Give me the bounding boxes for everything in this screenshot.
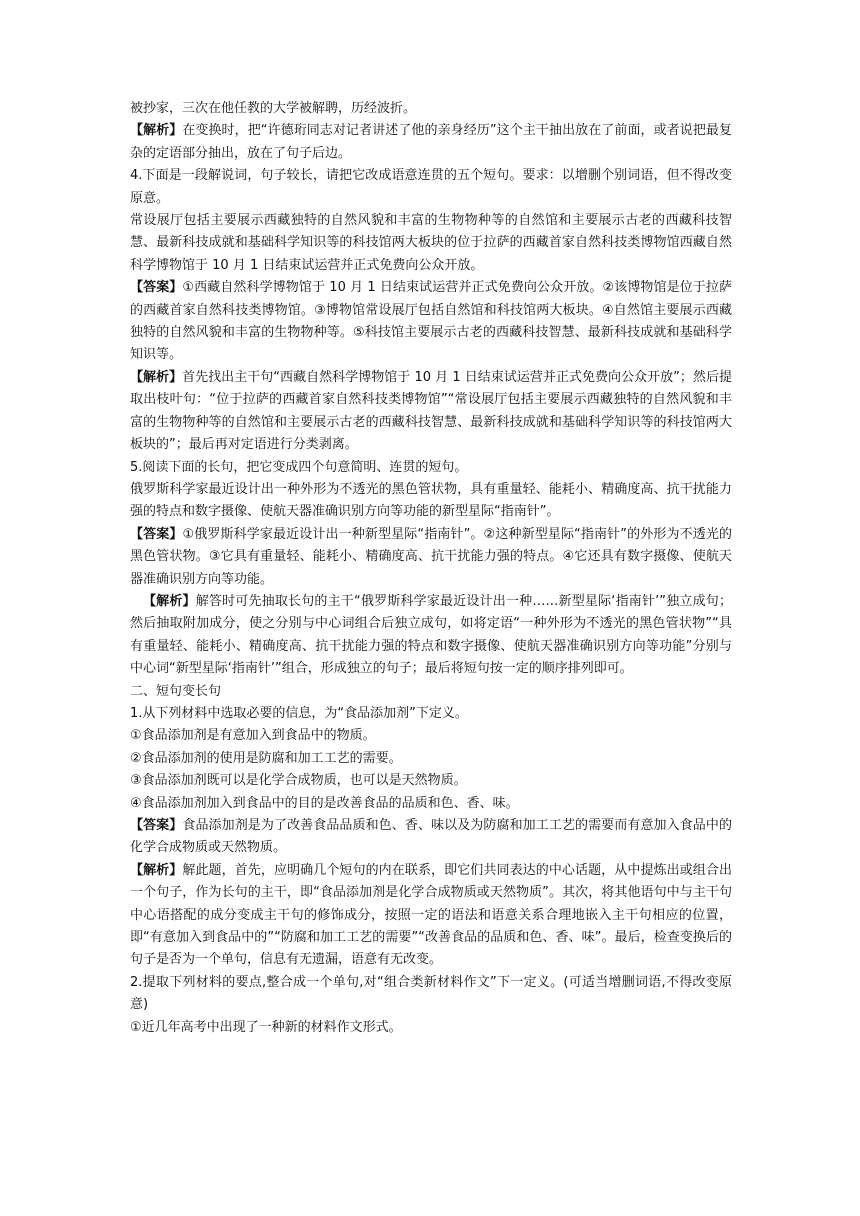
analysis-label: 【解析】 bbox=[130, 369, 183, 385]
paragraph-text: ①近几年高考中出现了一种新的材料作文形式。 bbox=[130, 1019, 402, 1035]
question-4 bbox=[130, 165, 732, 210]
question-5 bbox=[130, 457, 732, 479]
answer-paragraph bbox=[130, 815, 732, 860]
paragraph bbox=[130, 98, 732, 120]
paragraph-text: 食品添加剂是为了改善食品品质和色、香、味以及为防腐和加工工艺的需要而有意加入食品中的化学合成物质或天然物质。 bbox=[130, 818, 732, 856]
paragraph-text: 解此题，首先，应明确几个短句的内在联系，即它们共同表达的中心话题，从中提炼出或组合出一个句子，作为长句的主干，即“食品添加剂是化学合成物质或天然物质”。其次，将其他语句中与主干句中心语搭配的成分变成主干句的修饰成分，按照一定的语法和语意关系合理地嵌入主干句相应的位置，即“有意加入到食品中的”“防腐和加工工艺的需要”“改善食品的品质和色、香、味”。最后，检查变换后的句子是否为一个单句，信息有无遗漏，语意有无改变。 bbox=[130, 862, 732, 968]
analysis-label: 【解析】 bbox=[130, 862, 183, 878]
analysis-label: 【解析】 bbox=[143, 593, 196, 609]
paragraph-text: 1.从下列材料中选取必要的信息，为“食品添加剂”下定义。 bbox=[130, 705, 468, 721]
paragraph-text: ②食品添加剂的使用是防腐和加工工艺的需要。 bbox=[130, 750, 402, 766]
answer-label: 【答案】 bbox=[130, 280, 183, 296]
paragraph-text: 在变换时，把“许德珩同志对记者讲述了他的亲身经历”这个主干抽出放在了前面，或者说把最复杂的定语部分抽出，放在了句子后边。 bbox=[130, 123, 732, 161]
paragraph-text: 常设展厅包括主要展示西藏独特的自然风貌和丰富的生物物种等的自然馆和主要展示古老的西藏科技智慧、最新科技成就和基础科学知识等的科技馆两大板块的位于拉萨的西藏首家自然科技类博物馆西藏自然科学博物馆于 10 月 1 日结束试运营并正式免费向公众开放。 bbox=[130, 213, 732, 273]
paragraph-text: 首先找出主干句“西藏自然科学博物馆于 10 月 1 日结束试运营并正式免费向公众开放”；然后提取出枝叶句：“位于拉萨的西藏首家自然科技类博物馆”“常设展厅包括主要展示西藏独特的自然风貌和丰富的生物物种等的自然馆和主要展示古老的西藏科技智慧、最新科技成就和基础科学知识等的科技馆两大板块的”；最后再对定语进行分类剥离。 bbox=[130, 369, 732, 453]
paragraph-text: 被抄家，三次在他任教的大学被解聘，历经波折。 bbox=[130, 101, 417, 116]
paragraph-text: 5.阅读下面的长句，把它变成四个句意简明、连贯的短句。 bbox=[130, 459, 468, 475]
analysis-paragraph bbox=[130, 367, 732, 457]
paragraph-text: ①食品添加剂是有意加入到食品中的物质。 bbox=[130, 728, 376, 744]
material-item bbox=[130, 793, 732, 815]
analysis-paragraph bbox=[130, 860, 732, 972]
paragraph-text: 俄罗斯科学家最近设计出一种外形为不透光的黑色管状物，具有重量轻、能耗小、精确度高、抗干扰能力强的特点和数字摄像、使航天器准确识别方向等功能的新型星际“指南针”。 bbox=[130, 481, 732, 520]
paragraph-text: ④食品添加剂加入到食品中的目的是改善食品的品质和色、香、味。 bbox=[130, 795, 519, 811]
paragraph-text: 解答时可先抽取长句的主干“俄罗斯科学家最近设计出一种……新型星际‘指南针’”独立成句；然后抽取附加成分，使之分别与中心词组合后独立成句，如将定语“一种外形为不透光的黑色管状物”“具有重量轻、能耗小、精确度高、抗干扰能力强的特点和数字摄像、使航天器准确识别方向等功能”分别与中心词“新型星际‘指南针’”组合，形成独立的句子；最后将短句按一定的顺序排列即可。 bbox=[130, 593, 732, 677]
question-4-material bbox=[130, 210, 732, 277]
analysis-paragraph bbox=[130, 120, 732, 165]
question-1 bbox=[130, 703, 732, 725]
section-heading bbox=[130, 681, 732, 703]
material-item bbox=[130, 770, 732, 792]
material-item bbox=[130, 725, 732, 747]
material-item bbox=[130, 1017, 732, 1039]
answer-label: 【答案】 bbox=[130, 818, 183, 833]
paragraph-text: 4.下面是一段解说词，句子较长，请把它改成语意连贯的五个短句。要求：以增删个别词语，但不得改变原意。 bbox=[130, 168, 732, 206]
answer-label: 【答案】 bbox=[130, 526, 183, 542]
paragraph-text: 2.提取下列材料的要点,整合成一个单句,对“组合类新材料作文”下一定义。(可适当增删词语,不得改变原意) bbox=[130, 974, 732, 1013]
paragraph-text: 二、短句变长句 bbox=[130, 683, 222, 699]
answer-paragraph bbox=[130, 277, 732, 367]
question-2 bbox=[130, 972, 732, 1017]
material-item bbox=[130, 748, 732, 770]
answer-paragraph bbox=[130, 524, 732, 591]
paragraph-text: ③食品添加剂既可以是化学合成物质，也可以是天然物质。 bbox=[130, 773, 467, 789]
paragraph-text: ①西藏自然科学博物馆于 10 月 1 日结束试运营并正式免费向公众开放。②该博物馆是位于拉萨的西藏首家自然科技类博物馆。③博物馆常设展厅包括自然馆和科技馆两大板块。④自然馆主要展示西藏独特的自然风貌和丰富的生物物种等。⑤科技馆主要展示古老的西藏科技智慧、最新科技成就和基础科学知识等。 bbox=[130, 280, 732, 363]
analysis-paragraph bbox=[130, 591, 732, 681]
analysis-label: 【解析】 bbox=[130, 123, 183, 139]
question-5-material bbox=[130, 479, 732, 524]
document-page bbox=[130, 98, 732, 1039]
paragraph-text: ①俄罗斯科学家最近设计出一种新型星际“指南针”。②这种新型星际“指南针”的外形为不透光的黑色管状物。③它具有重量轻、能耗小、精确度高、抗干扰能力强的特点。④它还具有数字摄像、使航天器准确识别方向等功能。 bbox=[130, 526, 732, 587]
